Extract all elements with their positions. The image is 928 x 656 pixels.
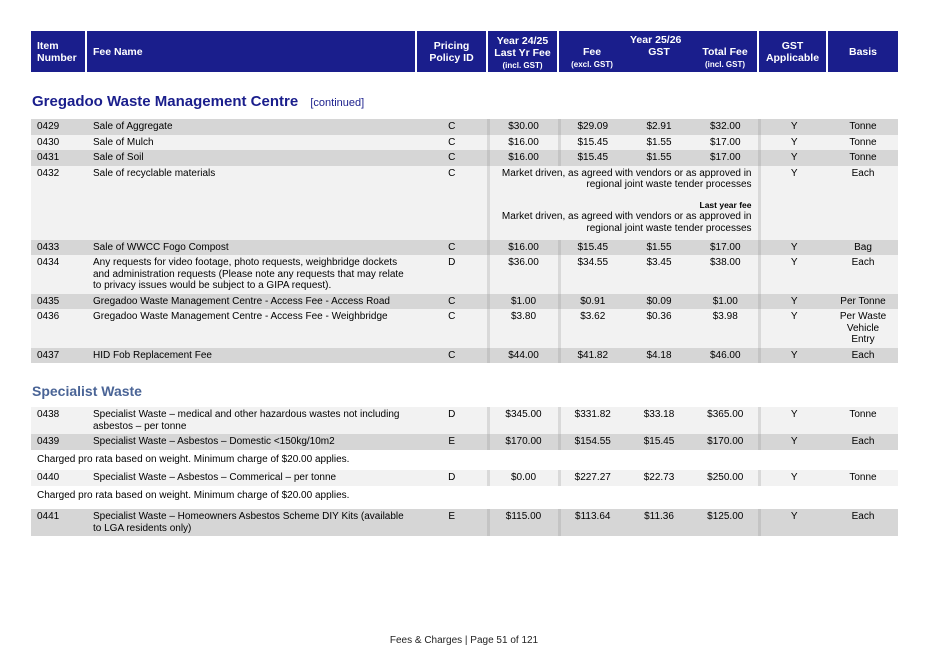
table-cell: Per Waste Vehicle Entry xyxy=(828,309,898,348)
table-cell: $365.00 xyxy=(693,407,759,434)
table-cell: Sale of Aggregate xyxy=(87,119,417,135)
table-cell: 0441 xyxy=(31,509,87,536)
table-cell: C xyxy=(417,166,488,240)
table-cell: $250.00 xyxy=(693,470,759,486)
table-cell: E xyxy=(417,434,488,450)
table-row xyxy=(31,407,898,434)
table-cell: $32.00 xyxy=(693,119,759,135)
table-cell: $29.09 xyxy=(559,119,625,135)
table-row xyxy=(31,509,898,536)
table-cell: Tonne xyxy=(828,150,898,166)
table-cell: $44.00 xyxy=(488,348,559,364)
table-cell: $1.00 xyxy=(693,294,759,310)
table-cell: $125.00 xyxy=(693,509,759,536)
table-cell: Tonne xyxy=(828,135,898,151)
table-cell: Y xyxy=(759,309,828,348)
table-cell: $34.55 xyxy=(559,255,625,294)
table-cell: $22.73 xyxy=(625,470,693,486)
table-cell: $0.00 xyxy=(488,470,559,486)
table-cell: $38.00 xyxy=(693,255,759,294)
table-cell: 0433 xyxy=(31,240,87,256)
fees-table-specialist xyxy=(31,407,898,536)
table-cell: Per Tonne xyxy=(828,294,898,310)
table-cell: $17.00 xyxy=(693,150,759,166)
table-cell: $15.45 xyxy=(625,434,693,450)
col-pricing-policy: Pricing Policy ID xyxy=(417,31,488,72)
table-cell: $17.00 xyxy=(693,135,759,151)
year-2526-label: Year 25/26 xyxy=(630,34,682,46)
page-footer: Fees & Charges | Page 51 of 121 xyxy=(389,635,539,646)
table-row xyxy=(31,309,898,348)
table-cell: $113.64 xyxy=(559,509,625,536)
table-cell: 0429 xyxy=(31,119,87,135)
table-cell: D xyxy=(417,255,488,294)
table-cell: Tonne xyxy=(828,119,898,135)
table-cell: C xyxy=(417,309,488,348)
incl-gst-label: (incl. GST) xyxy=(502,60,543,70)
table-cell: C xyxy=(417,150,488,166)
table-cell: C xyxy=(417,294,488,310)
market-driven-cell: Market driven, as agreed with vendors or as approved in regional joint waste tender processes Last year fee Market driven, as agreed with vendors or as approved in regional joint waste tender processes xyxy=(488,166,759,240)
table-cell: $17.00 xyxy=(693,240,759,256)
table-cell: $0.09 xyxy=(625,294,693,310)
table-cell: Sale of Mulch xyxy=(87,135,417,151)
table-cell: Y xyxy=(759,166,828,240)
table-cell: $0.91 xyxy=(559,294,625,310)
table-row xyxy=(31,240,898,256)
table-note-row xyxy=(31,486,898,510)
table-cell: $16.00 xyxy=(488,240,559,256)
table-cell: $11.36 xyxy=(625,509,693,536)
col-fee xyxy=(559,31,625,72)
table-cell: $331.82 xyxy=(559,407,625,434)
table-cell: $1.00 xyxy=(488,294,559,310)
year-2425-label: Year 24/25 xyxy=(496,34,549,47)
table-cell: Y xyxy=(759,240,828,256)
table-row xyxy=(31,166,898,240)
table-cell: 0430 xyxy=(31,135,87,151)
col-last-yr-fee xyxy=(488,31,559,72)
table-cell: Charged pro rata based on weight. Minimum charge of $20.00 applies. xyxy=(31,486,898,510)
table-cell: $3.98 xyxy=(693,309,759,348)
table-cell: Y xyxy=(759,255,828,294)
table-cell: Y xyxy=(759,348,828,364)
table-row xyxy=(31,255,898,294)
col-gst-applicable: GST Applicable xyxy=(759,31,828,72)
table-cell: $30.00 xyxy=(488,119,559,135)
table-cell: Y xyxy=(759,119,828,135)
table-cell: $170.00 xyxy=(488,434,559,450)
col-item-number: Item Number xyxy=(31,31,87,72)
section-title-specialist: Specialist Waste xyxy=(32,383,142,399)
table-cell: Specialist Waste – Asbestos – Commerical – per tonne xyxy=(87,470,417,486)
table-cell: $1.55 xyxy=(625,240,693,256)
table-cell: Any requests for video footage, photo requests, weighbridge dockets and administration requests (Please note any requests that may relate to privacy issues would be subject to a GIPA request). xyxy=(87,255,417,294)
table-cell: Each xyxy=(828,348,898,364)
table-cell: $154.55 xyxy=(559,434,625,450)
table-cell: Each xyxy=(828,509,898,536)
table-cell: $3.62 xyxy=(559,309,625,348)
total-fee-label: Total Fee xyxy=(702,45,748,58)
table-cell: C xyxy=(417,348,488,364)
table-cell: Bag xyxy=(828,240,898,256)
table-cell: HID Fob Replacement Fee xyxy=(87,348,417,364)
gst-label: GST xyxy=(648,45,670,58)
table-row xyxy=(31,348,898,364)
table-cell: Y xyxy=(759,434,828,450)
table-cell: Charged pro rata based on weight. Minimum charge of $20.00 applies. xyxy=(31,450,898,471)
table-cell: 0434 xyxy=(31,255,87,294)
table-cell: $0.36 xyxy=(625,309,693,348)
table-cell: $15.45 xyxy=(559,240,625,256)
excl-gst-label: (excl. GST) xyxy=(571,59,613,69)
table-cell: Tonne xyxy=(828,470,898,486)
col-basis: Basis xyxy=(848,45,878,58)
table-cell: Sale of Soil xyxy=(87,150,417,166)
table-cell: D xyxy=(417,470,488,486)
table-cell: $170.00 xyxy=(693,434,759,450)
table-row xyxy=(31,294,898,310)
table-cell: Y xyxy=(759,135,828,151)
table-cell: Y xyxy=(759,150,828,166)
table-cell: 0436 xyxy=(31,309,87,348)
table-row xyxy=(31,135,898,151)
table-header xyxy=(31,31,898,72)
table-row xyxy=(31,470,898,486)
table-cell: Y xyxy=(759,509,828,536)
table-cell: $4.18 xyxy=(625,348,693,364)
table-cell: 0438 xyxy=(31,407,87,434)
table-cell: Each xyxy=(828,166,898,240)
table-cell: Gregadoo Waste Management Centre - Access Fee - Weighbridge xyxy=(87,309,417,348)
table-cell: Specialist Waste – Homeowners Asbestos Scheme DIY Kits (available to LGA residents only) xyxy=(87,509,417,536)
table-cell: Specialist Waste – medical and other hazardous wastes not including asbestos – per tonne xyxy=(87,407,417,434)
table-cell: Y xyxy=(759,470,828,486)
col-total-fee xyxy=(693,31,759,72)
table-cell: 0437 xyxy=(31,348,87,364)
table-cell: $2.91 xyxy=(625,119,693,135)
table-cell: Each xyxy=(828,255,898,294)
table-cell: $16.00 xyxy=(488,150,559,166)
table-row xyxy=(31,119,898,135)
incl-gst-label-b: (incl. GST) xyxy=(705,59,745,69)
table-cell: 0432 xyxy=(31,166,87,240)
table-cell: $227.27 xyxy=(559,470,625,486)
table-cell: D xyxy=(417,407,488,434)
table-cell: $41.82 xyxy=(559,348,625,364)
table-row xyxy=(31,434,898,450)
table-cell: 0431 xyxy=(31,150,87,166)
table-cell: 0435 xyxy=(31,294,87,310)
table-cell: $1.55 xyxy=(625,135,693,151)
table-cell: 0439 xyxy=(31,434,87,450)
table-note-row xyxy=(31,450,898,471)
table-cell: E xyxy=(417,509,488,536)
table-cell: $345.00 xyxy=(488,407,559,434)
table-cell: $16.00 xyxy=(488,135,559,151)
table-cell: $15.45 xyxy=(559,150,625,166)
table-cell: C xyxy=(417,135,488,151)
table-cell: Sale of WWCC Fogo Compost xyxy=(87,240,417,256)
table-cell: C xyxy=(417,119,488,135)
table-cell: 0440 xyxy=(31,470,87,486)
table-cell: Gregadoo Waste Management Centre - Access Fee - Access Road xyxy=(87,294,417,310)
fees-table-gregadoo xyxy=(31,119,898,363)
table-cell: $36.00 xyxy=(488,255,559,294)
table-cell: $115.00 xyxy=(488,509,559,536)
table-cell: C xyxy=(417,240,488,256)
table-cell: Tonne xyxy=(828,407,898,434)
table-cell: Sale of recyclable materials xyxy=(87,166,417,240)
table-cell: Y xyxy=(759,407,828,434)
col-fee-name: Fee Name xyxy=(87,31,417,72)
table-cell: $33.18 xyxy=(625,407,693,434)
table-cell: $15.45 xyxy=(559,135,625,151)
continued-note: [continued] xyxy=(310,97,365,109)
section-title-gregadoo: Gregadoo Waste Management Centre [continued] xyxy=(32,93,365,110)
table-cell: Y xyxy=(759,294,828,310)
table-cell: $3.45 xyxy=(625,255,693,294)
table-cell: Specialist Waste – Asbestos – Domestic <150kg/10m2 xyxy=(87,434,417,450)
table-cell: Each xyxy=(828,434,898,450)
table-cell: $1.55 xyxy=(625,150,693,166)
table-row xyxy=(31,150,898,166)
fee-label: Fee xyxy=(582,45,602,58)
table-cell: $3.80 xyxy=(488,309,559,348)
last-yr-fee-label: Last Yr Fee xyxy=(494,46,551,59)
table-cell: $46.00 xyxy=(693,348,759,364)
